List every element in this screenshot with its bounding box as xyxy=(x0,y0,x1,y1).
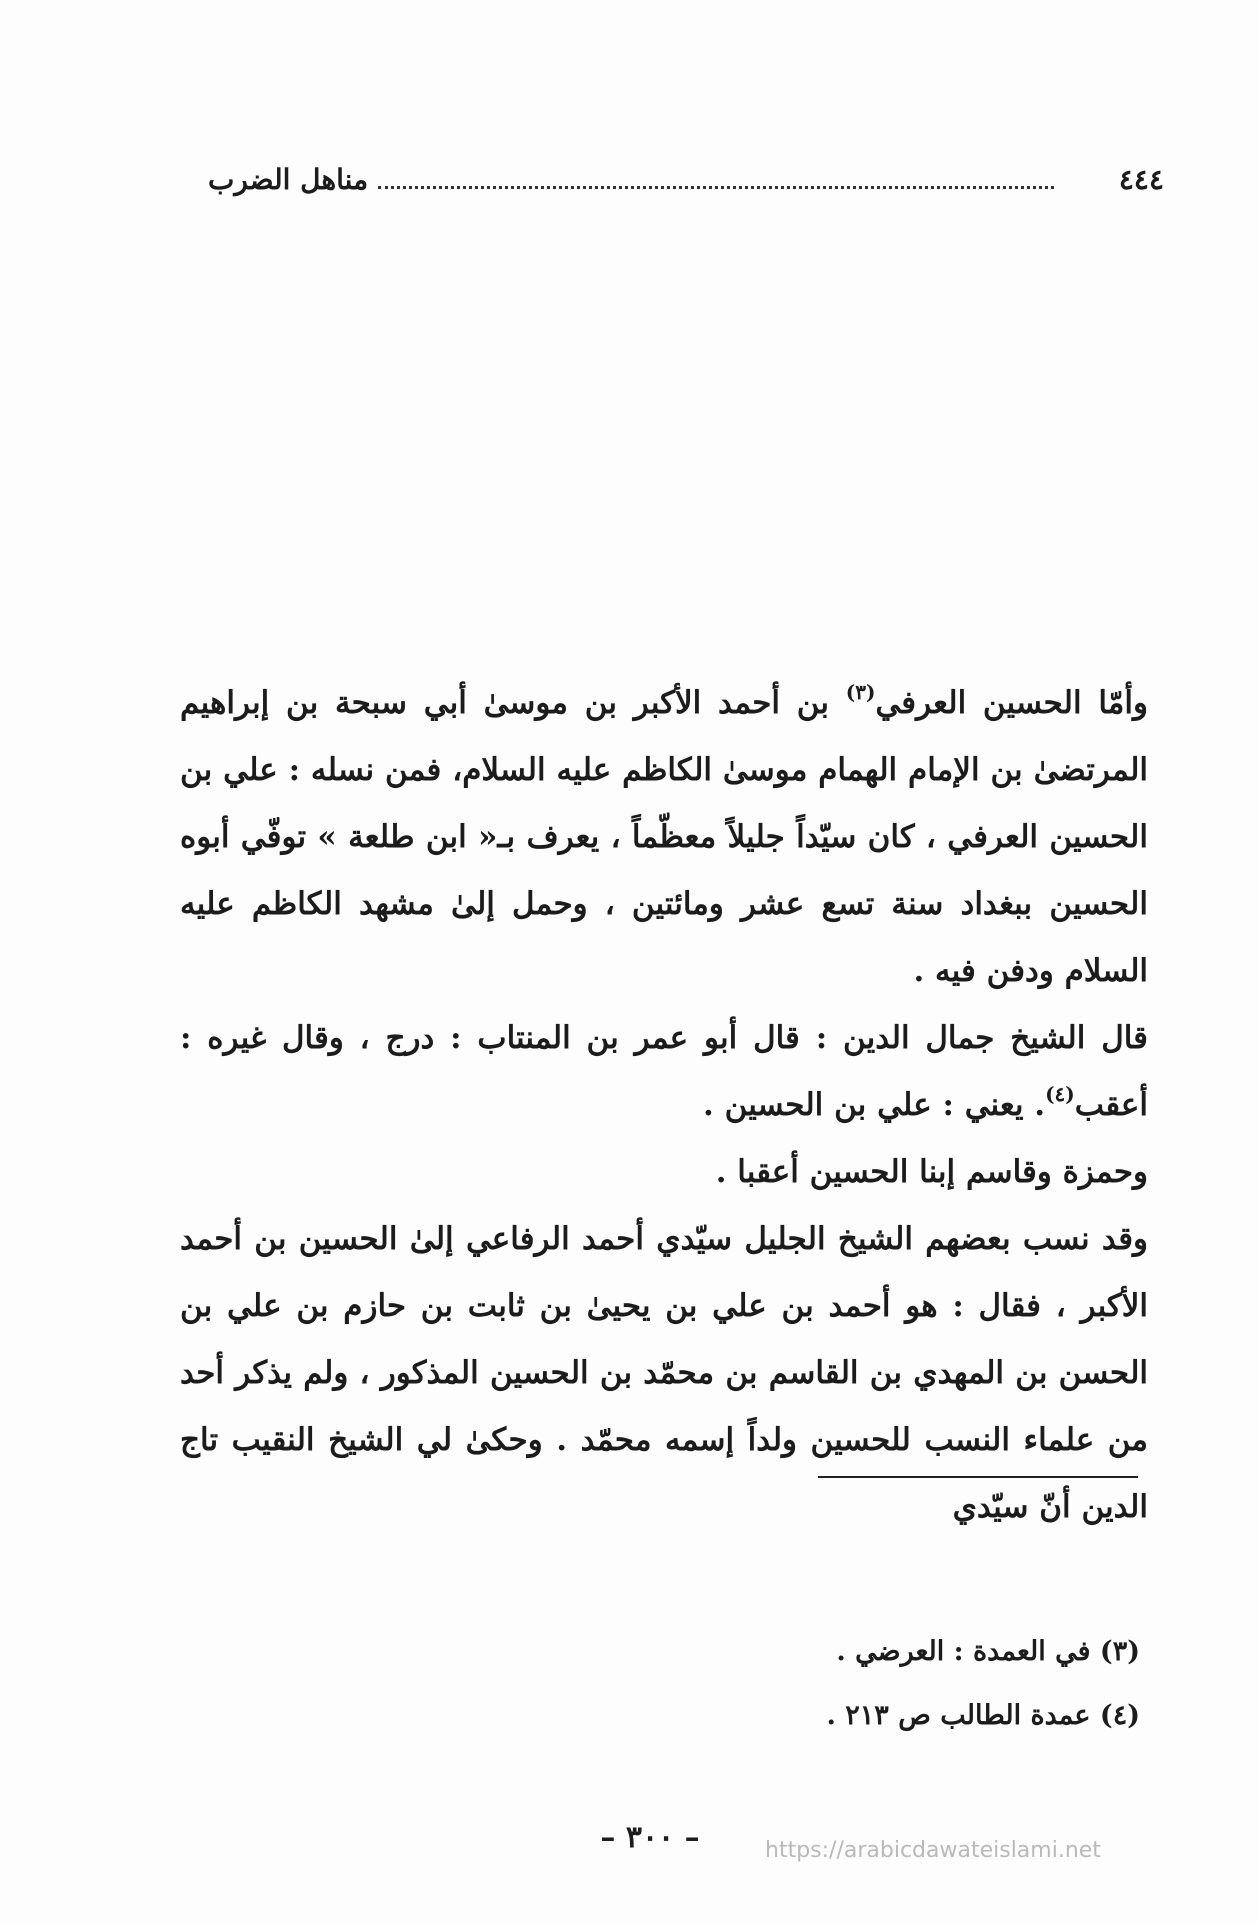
paragraph-text: وقد نسب بعضهم الشيخ الجليل سيّدي أحمد الرفاعي إلىٰ الحسين بن أحمد الأكبر ، فقال : هو أحمد بن علي بن يحيىٰ بن ثابت بن حازم بن علي بن الحسن بن المهدي بن القاسم بن محمّد بن الحسين المذكور ، ولم يذكر أحد من علماء النسب للحسين ولداً إسمه محمّد . وحكىٰ لي الشيخ النقيب تاج الدين أنّ سيّدي xyxy=(180,1221,1148,1525)
footnote-ref: (٤) xyxy=(1045,1082,1075,1106)
paragraph-text: وأمّا الحسين العرفي xyxy=(875,685,1148,721)
footnote-4: (٤) عمدة الطالب ص ٢١٣ . xyxy=(826,1700,1140,1731)
paragraph-husayn-al-urfi xyxy=(180,670,1148,1005)
paragraph-text: قال الشيخ جمال الدين : قال أبو عمر بن المنتاب : درج ، وقال غيره : أعقب xyxy=(180,1020,1148,1123)
paragraph-rifai-lineage xyxy=(180,1206,1148,1541)
paragraph-hamza-qasim xyxy=(180,1139,1148,1206)
watermark-url: https://arabicdawateislami.net xyxy=(765,1838,1101,1863)
paragraph-text: بن أحمد الأكبر بن موسىٰ أبي سبحة بن إبراهيم المرتضىٰ بن الإمام الهمام موسىٰ الكاظم عليه السلام، فمن نسله : علي بن الحسين العرفي ، كان سيّداً جليلاً معظّماً ، يعرف بـ« ابن طلعة » توفّي أبوه الحسين ببغداد سنة تسع عشر ومائتين ، وحمل إلىٰ مشهد الكاظم عليه السلام ودفن فيه . xyxy=(180,685,1148,989)
footnotes xyxy=(180,1620,1140,1748)
header-book-title: مناهل الضرب xyxy=(208,163,369,196)
header-dotted-leader xyxy=(378,186,1054,189)
header-page-number: ٤٤٤ xyxy=(1118,163,1164,196)
running-header xyxy=(208,160,1164,200)
paragraph-jamal-al-din xyxy=(180,1005,1148,1139)
paragraph-text: . يعني : علي بن الحسين . xyxy=(703,1087,1046,1123)
footnote-3: (٣) في العمدة : العرضي . xyxy=(836,1636,1140,1667)
footnote-divider xyxy=(818,1476,1138,1478)
paragraph-text: وحمزة وقاسم إبنا الحسين أعقبا . xyxy=(715,1154,1148,1190)
footnote-ref: (٣) xyxy=(845,680,876,704)
page-number: – ٣٠٠ – xyxy=(600,1820,700,1855)
main-text xyxy=(180,670,1148,1541)
